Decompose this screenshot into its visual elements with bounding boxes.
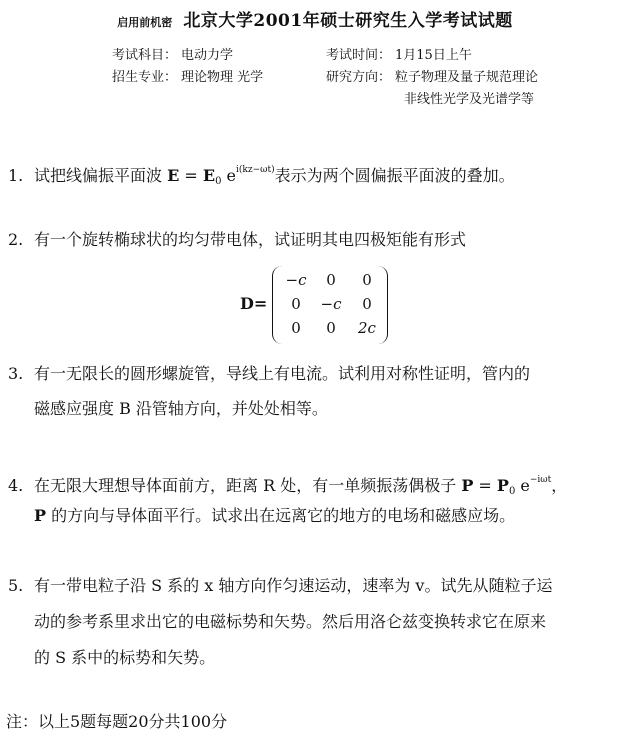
major-label: 招生专业： <box>112 70 178 85</box>
direction-value-1: 粒子物理及量子规范理论 <box>395 70 539 85</box>
dipole-symbol: P <box>461 476 474 495</box>
matrix-cell: 0 <box>362 271 372 289</box>
question-5 <box>8 576 552 596</box>
question-2 <box>8 230 466 250</box>
matrix-grid <box>279 268 385 340</box>
question-3-line-2 <box>34 399 328 419</box>
exponential-base: e <box>515 476 530 495</box>
time-label: 考试时间： <box>326 48 392 63</box>
question-3 <box>8 364 530 384</box>
direction-row-2 <box>404 88 534 107</box>
exponent: −iωt <box>529 475 552 485</box>
question-number: 5. <box>8 576 24 595</box>
time-row <box>326 44 472 63</box>
amplitude-symbol: E <box>202 166 216 185</box>
matrix-cell: 0 <box>291 295 301 313</box>
question-number: 3. <box>8 364 24 383</box>
score-note <box>6 712 227 732</box>
direction-value-2: 非线性光学及光谱学等 <box>404 92 535 107</box>
exponential-base: e <box>221 166 237 185</box>
matrix-cell: −c <box>320 295 342 313</box>
subject-row <box>112 44 233 63</box>
score-note-text: 注：以上5题每题20分共100分 <box>6 712 228 731</box>
question-number: 1. <box>8 166 24 185</box>
question-text: 有一个旋转椭球状的均匀带电体，试证明其电四极矩能有形式 <box>34 230 467 249</box>
major-row <box>112 66 263 85</box>
dipole-amplitude: P <box>496 476 509 495</box>
question-text-line-2: 动的参考系里求出它的电磁标势和矢势。然后用洛仑兹变换转求它在原来 <box>34 612 547 631</box>
question-5-line-3 <box>34 648 215 668</box>
confidential-mark: 启用前机密 <box>117 16 173 29</box>
question-5-line-2 <box>34 612 546 632</box>
direction-row <box>326 66 538 85</box>
matrix-cell: 0 <box>291 319 301 337</box>
exam-title: 北京大学2001年硕士研究生入学考试试题 <box>183 11 513 31</box>
matrix-brackets <box>272 266 388 344</box>
question-number: 4. <box>8 476 24 495</box>
amplitude-subscript: 0 <box>215 176 222 187</box>
time-value: 1月15日上午 <box>395 48 472 63</box>
question-text-end: 表示为两个圆偏振平面波的叠加。 <box>274 166 515 185</box>
line-end: ， <box>551 476 568 495</box>
direction-label: 研究方向： <box>326 70 392 85</box>
question-text: 试把线偏振平面波 <box>34 166 168 185</box>
exponent: i(kz−ωt) <box>236 165 275 175</box>
major-value: 理论物理 光学 <box>181 70 264 85</box>
question-text-line-2: 磁感应强度 B 沿管轴方向，并处处相等。 <box>34 399 328 418</box>
matrix-cell: 2c <box>358 319 376 337</box>
matrix-cell: 0 <box>326 271 336 289</box>
question-4 <box>8 470 567 502</box>
question-text-line-1: 有一无限长的圆形螺旋管，导线上有电流。试利用对称性证明，管内的 <box>34 364 531 383</box>
question-text-line-2: 的方向与导体面平行。试求出在远离它的地方的电场和磁感应场。 <box>46 506 516 525</box>
equals-sign: = <box>179 166 203 185</box>
matrix-cell: −c <box>285 271 307 289</box>
matrix-cell: 0 <box>326 319 336 337</box>
field-symbol: E <box>167 166 180 185</box>
subject-label: 考试科目： <box>112 48 178 63</box>
matrix-label: D= <box>240 294 268 313</box>
exam-header <box>0 6 630 31</box>
matrix-cell: 0 <box>362 295 372 313</box>
subject-value: 电动力学 <box>181 48 234 63</box>
question-text-line-1: 在无限大理想导体面前方，距离 R 处，有一单频振荡偶极子 <box>34 476 462 495</box>
amplitude-subscript: 0 <box>508 486 516 497</box>
question-number: 2. <box>8 230 24 249</box>
question-1 <box>8 160 515 192</box>
question-text-line-1: 有一带电粒子沿 S 系的 x 轴方向作匀速运动，速率为 v。试先从随粒子运 <box>34 576 553 595</box>
question-4-line-2 <box>34 506 515 526</box>
equals-sign: = <box>473 476 497 495</box>
dipole-symbol: P <box>34 506 47 525</box>
question-text-line-3: 的 S 系中的标势和矢势。 <box>34 648 216 667</box>
